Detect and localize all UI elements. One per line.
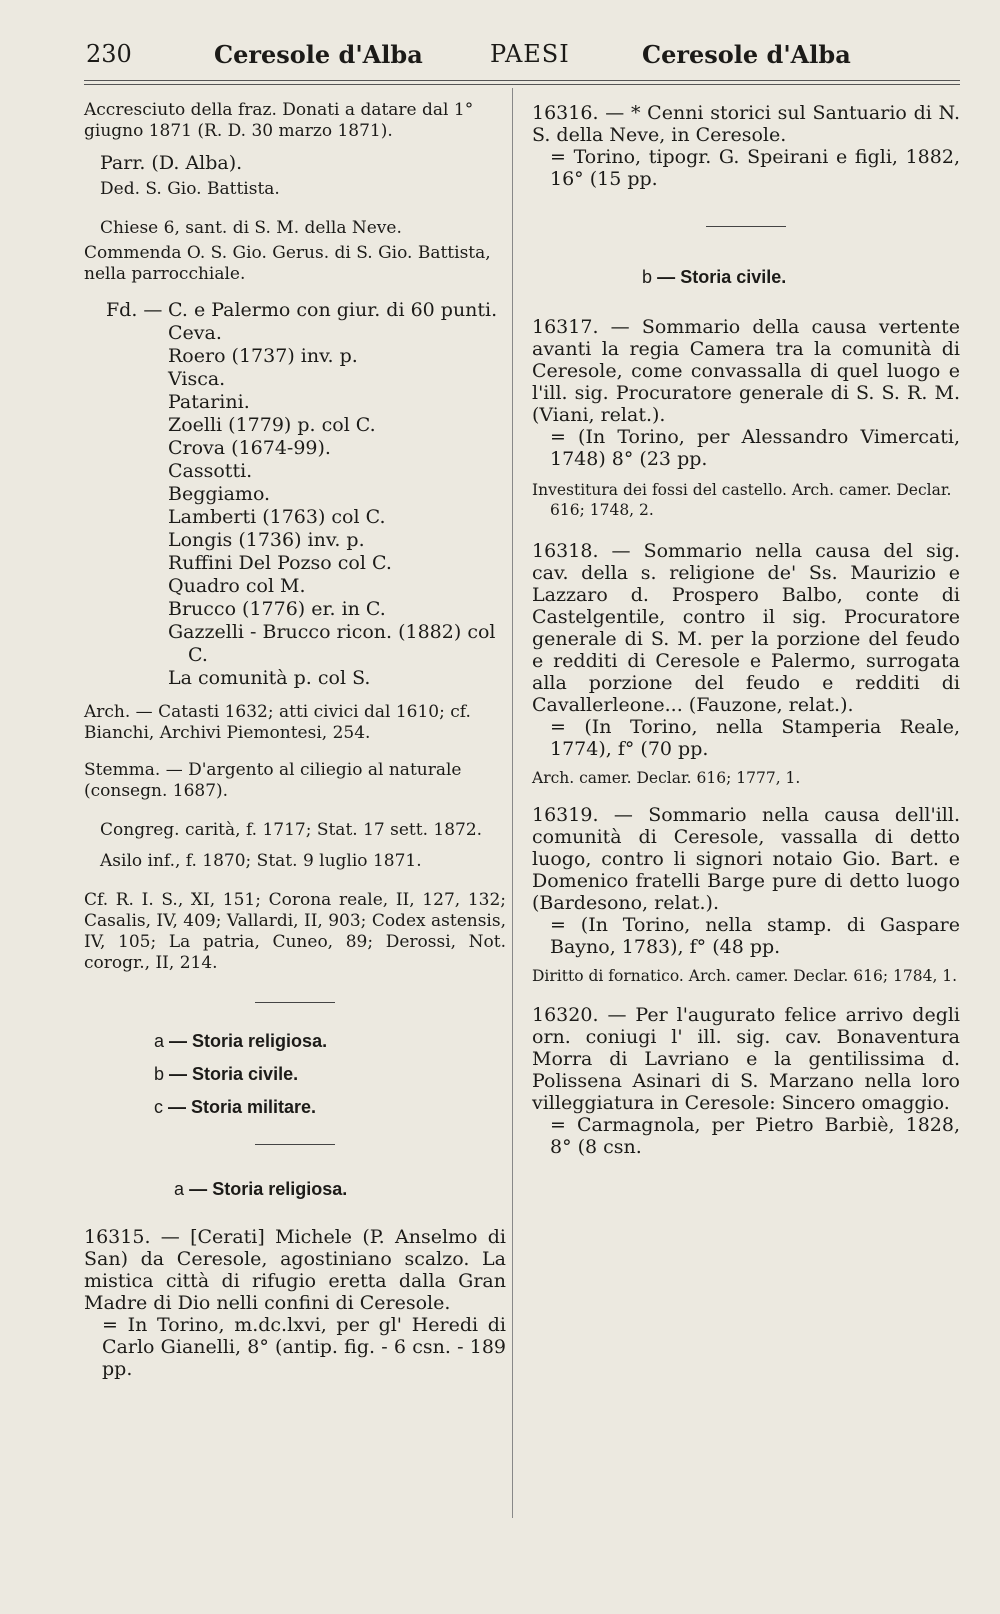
short-rule-3 (706, 226, 786, 227)
left-column (84, 100, 506, 1380)
feudatari-list (84, 299, 506, 690)
feudatario-item: Patarini. (168, 391, 250, 413)
entry-text: — * Cenni storici sul Santuario di N. S. della Neve, in Ceresole. (532, 102, 960, 146)
commenda: Commenda O. S. Gio. Gerus. di S. Gio. Battista, nella parrocchiale. (84, 243, 491, 284)
feudatario-item: Quadro col M. (168, 575, 306, 597)
stemma: Stemma. — D'argento al ciliegio al naturale (consegn. 1687). (84, 760, 462, 801)
feudatario-item: Cassotti. (168, 460, 253, 482)
section-index-label: Storia militare. (191, 1097, 317, 1117)
section-a-heading: a — Storia religiosa. (174, 1179, 348, 1199)
short-rule-1 (255, 1002, 335, 1003)
short-rule-2 (255, 1144, 335, 1145)
section-index-item: c — Storia militare. (154, 1097, 317, 1117)
feudatario-item: Gazzelli - Brucco ricon. (1882) col C. (168, 621, 496, 666)
entry-text: — [Cerati] Michele (P. Anselmo di San) da Ceresole, agostiniano scalzo. La mistica città di rifugio eretta dalla Gran Madre di Dio nelli confini di Ceresole. (84, 1226, 507, 1314)
chiese: Chiese 6, sant. di S. M. della Neve. (100, 218, 402, 238)
entry-number: 16320. (532, 1004, 599, 1026)
entry-number: 16317. (532, 316, 599, 338)
entry-text: — Per l'augurato felice arrivo degli orn. coniugi l' ill. sig. cav. Bonaventura Morra di Lavriano e la gentilissima d. Polissena Asinari di S. Marzano nella loro villeggiatura in Ceresole: Sincero omaggio. (532, 1004, 961, 1114)
feudatario-item: Roero (1737) inv. p. (168, 345, 358, 367)
feudatari-label: Fd. — (106, 299, 163, 321)
entry-imprint: = In Torino, m.dc.lxvi, per gl' Heredi di Carlo Gianelli, 8° (antip. fig. - 6 csn. - 189 pp. (102, 1314, 506, 1380)
feudatario-item: C. e Palermo con giur. di 60 punti. (168, 299, 498, 321)
parrocchia: Parr. (D. Alba). (100, 152, 243, 174)
dedicazione: Ded. S. Gio. Battista. (100, 179, 280, 199)
feudatario-item: Brucco (1776) er. in C. (168, 598, 386, 620)
header-rule-bottom (84, 84, 960, 85)
entry-note: Arch. camer. Declar. 616; 1777, 1. (532, 769, 801, 787)
entry-number: 16318. (532, 540, 599, 562)
archivio: Arch. — Catasti 1632; atti civici dal 1610; cf. Bianchi, Archivi Piemontesi, 254. (84, 702, 471, 743)
feudatario-item: Visca. (168, 368, 226, 390)
right-column (532, 102, 960, 1158)
entry-number: 16316. (532, 102, 599, 124)
bibliografia: Cf. R. I. S., XI, 151; Corona reale, II, 127, 132; Casalis, IV, 409; Vallardi, II, 903; Codex astensis, IV, 105; La patria, Cuneo, 89; Derossi, Not. corogr., II, 214. (84, 890, 506, 973)
entry-number: 16319. (532, 804, 599, 826)
entry-16319 (532, 804, 960, 986)
section-b-heading: b — Storia civile. (642, 267, 787, 287)
section-a-title: Storia religiosa. (212, 1179, 348, 1199)
page-number: 230 (86, 40, 132, 68)
section-index-letter: a (154, 1031, 165, 1051)
entry-number: 16315. (84, 1226, 151, 1248)
feudatario-item: Lamberti (1763) col C. (168, 506, 386, 528)
section-b-letter: b (642, 267, 653, 287)
header-rule-top (84, 80, 960, 81)
entry-16315 (84, 1226, 506, 1380)
section-index-label: Storia civile. (192, 1064, 299, 1084)
entry-imprint: = (In Torino, nella stamp. di Gaspare Bayno, 1783), f° (48 pp. (550, 914, 960, 958)
section-a-letter: a (174, 1179, 185, 1199)
entry-note: Diritto di fornatico. Arch. camer. Declar. 616; 1784, 1. (532, 967, 958, 985)
entry-16320 (532, 1004, 960, 1158)
feudatario-item: Beggiamo. (168, 483, 271, 505)
entry-note: Investitura dei fossi del castello. Arch. camer. Declar. 616; 1748, 2. (532, 481, 952, 519)
section-index-letter: c (154, 1097, 163, 1117)
section-b-title: Storia civile. (680, 267, 787, 287)
entry-text: — Sommario della causa vertente avanti la regia Camera tra la comunità di Ceresole, come convassalla di quel luogo e l'ill. sig. Procuratore generale di S. S. R. M. (Viani, relat.). (532, 316, 960, 426)
section-index-item: a — Storia religiosa. (154, 1031, 328, 1051)
feudatario-item: Zoelli (1779) p. col C. (168, 414, 376, 436)
entry-text: — Sommario nella causa del sig. cav. della s. religione de' Ss. Maurizio e Lazzaro d. Prospero Balbo, conte di Castelgentile, contro il sig. Procuratore generale di S. M. per la porzione del feudo e redditi di Ceresole e Palermo, surrogata alla porzione del feudo e redditi di Cavallerleone... (Fauzone, relat.). (532, 540, 960, 716)
entry-16318 (532, 540, 960, 788)
entry-16317 (532, 316, 960, 520)
section-heading: PAESI (490, 40, 570, 68)
accresciuto-note: Accresciuto della fraz. Donati a datare dal 1° giugno 1871 (R. D. 30 marzo 1871). (84, 100, 474, 141)
feudatario-item: La comunità p. col S. (168, 667, 371, 689)
entry-16316 (532, 102, 960, 190)
asilo: Asilo inf., f. 1870; Stat. 9 luglio 1871. (100, 851, 422, 871)
feudatario-item: Longis (1736) inv. p. (168, 529, 365, 551)
congregazione: Congreg. carità, f. 1717; Stat. 17 sett. 1872. (100, 820, 483, 840)
entry-imprint: = Carmagnola, per Pietro Barbiè, 1828, 8° (8 csn. (550, 1114, 960, 1158)
entry-imprint: = (In Torino, nella Stamperia Reale, 1774), f° (70 pp. (550, 716, 960, 760)
running-title-right: Ceresole d'Alba (642, 40, 851, 69)
page-header (82, 36, 960, 76)
running-title-left: Ceresole d'Alba (214, 40, 423, 69)
entry-imprint: = Torino, tipogr. G. Speirani e figli, 1882, 16° (15 pp. (550, 146, 960, 190)
feudatario-item: Ruffini Del Pozso col C. (168, 552, 392, 574)
section-index-item: b — Storia civile. (154, 1064, 299, 1084)
sections-index (84, 1031, 506, 1118)
entry-imprint: = (In Torino, per Alessandro Vimercati, 1748) 8° (23 pp. (550, 426, 960, 470)
column-separator (512, 88, 513, 1518)
entry-text: — Sommario nella causa dell'ill. comunità di Ceresole, vassalla di detto luogo, contro li signori notaio Gio. Bart. e Domenico fratelli Barge pure di detto luogo (Bardesono, relat.). (532, 804, 960, 914)
section-index-letter: b (154, 1064, 165, 1084)
section-index-label: Storia religiosa. (192, 1031, 328, 1051)
feudatario-item: Crova (1674-99). (168, 437, 331, 459)
feudatario-item: Ceva. (168, 322, 222, 344)
